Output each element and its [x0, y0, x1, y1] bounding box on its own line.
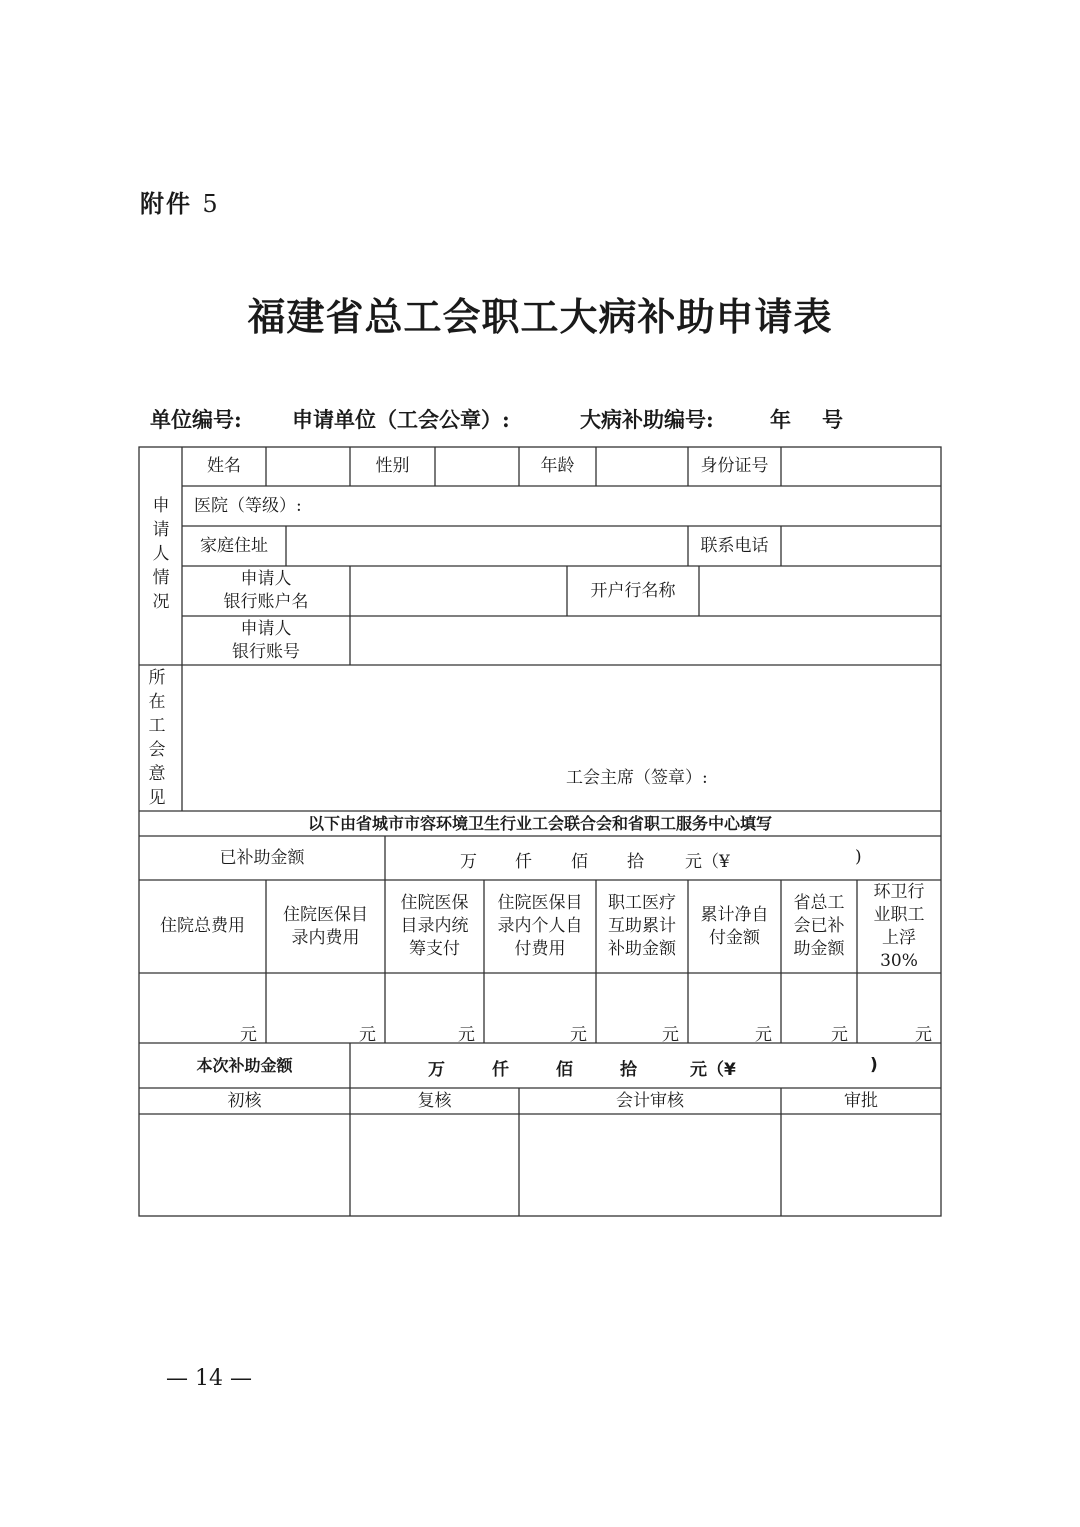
yuan-total-cost: 元 — [240, 1025, 257, 1045]
col-net-self-paid: 累计净自付金额 — [700, 904, 769, 948]
age-field[interactable] — [596, 447, 688, 486]
cur-unit-yuan-yen: 元（¥ — [690, 1060, 736, 1080]
col-total-cost: 住院总费用 — [160, 916, 245, 936]
year-label: 年 — [770, 407, 791, 432]
unit-yuan-yen: 元（¥ — [685, 852, 730, 872]
phone-field[interactable] — [781, 526, 941, 566]
bank-account-no-line1: 申请人 — [240, 618, 292, 639]
review-approval: 审批 — [844, 1090, 878, 1111]
col-mutual-aid: 职工医疗互助累计补助金额 — [608, 893, 676, 959]
col-insured-cost: 住院医保目录内费用 — [283, 904, 368, 948]
office-banner: 以下由省城市市容环境卫生行业工会联合会和省职工服务中心填写 — [307, 814, 772, 833]
unit-shi: 拾 — [627, 852, 644, 872]
review-secondary: 复核 — [417, 1090, 452, 1111]
current-subsidy-label: 本次补助金额 — [196, 1056, 293, 1075]
bank-name-label: 开户行名称 — [590, 580, 676, 601]
current-subsidy-field[interactable] — [350, 1043, 941, 1088]
bank-account-name-line2: 银行账户名 — [223, 592, 309, 612]
bank-account-name-field[interactable] — [350, 566, 567, 616]
cur-unit-wan: 万 — [428, 1060, 445, 1080]
cur-unit-qian: 仟 — [492, 1060, 509, 1080]
unit-wan: 万 — [460, 852, 477, 872]
unit-bai: 佰 — [571, 852, 588, 872]
gender-field[interactable] — [435, 447, 519, 486]
review-accounting: 会计审核 — [616, 1090, 684, 1111]
review-secondary-field[interactable] — [350, 1114, 519, 1216]
age-label: 年龄 — [540, 456, 575, 476]
name-label: 姓名 — [207, 456, 241, 476]
hospital-label[interactable]: 医院（等级）: — [194, 495, 302, 516]
cur-unit-close-paren: ) — [870, 1055, 878, 1075]
phone-label: 联系电话 — [700, 535, 769, 556]
unit-number-label: 单位编号: — [150, 407, 242, 432]
yuan-pooled-payment: 元 — [458, 1025, 475, 1045]
subsidized-amount-field[interactable] — [385, 836, 941, 880]
union-side-label: 所在工会意见 — [148, 668, 166, 808]
review-approval-field[interactable] — [781, 1114, 941, 1216]
id-field[interactable] — [781, 447, 941, 486]
bank-account-name-line1: 申请人 — [240, 569, 292, 589]
address-label: 家庭住址 — [200, 535, 268, 556]
subsidized-label: 已补助金额 — [219, 847, 305, 868]
page-number: — 14 — — [166, 1366, 252, 1391]
id-label: 身份证号 — [700, 456, 769, 476]
bank-account-no-field[interactable] — [350, 616, 941, 665]
applicant-side-label: 申请人情况 — [152, 496, 170, 612]
col-sanitation-bonus: 环卫行业职工上浮30% — [873, 881, 925, 971]
form-title: 福建省总工会职工大病补助申请表 — [247, 294, 833, 339]
chairman-signature-label: 工会主席（签章）: — [566, 768, 708, 788]
col-pooled-payment: 住院医保目录内统筹支付 — [400, 893, 469, 959]
col-self-paid: 住院医保目录内个人自付费用 — [497, 893, 583, 959]
review-initial-field[interactable] — [139, 1114, 350, 1216]
bank-account-no-line2: 银行账号 — [232, 641, 300, 662]
col-federation-subsidy: 省总工会已补助金额 — [793, 893, 845, 959]
review-accounting-field[interactable] — [519, 1114, 781, 1216]
applicant-unit-label: 申请单位（工会公章）: — [292, 407, 510, 432]
address-field[interactable] — [286, 526, 688, 566]
attachment-number: 5 — [202, 190, 220, 218]
unit-close-paren: ) — [855, 847, 862, 867]
gender-label: 性别 — [375, 456, 410, 476]
union-opinion-field[interactable] — [182, 665, 941, 811]
attachment-text: 附件 — [140, 189, 192, 218]
review-initial: 初核 — [227, 1090, 262, 1111]
yuan-sanitation-bonus: 元 — [915, 1025, 932, 1045]
name-field[interactable] — [266, 447, 350, 486]
bank-name-field[interactable] — [699, 566, 941, 616]
yuan-self-paid: 元 — [570, 1025, 587, 1045]
yuan-federation-subsidy: 元 — [831, 1025, 848, 1045]
cur-unit-shi: 拾 — [620, 1060, 637, 1080]
case-number-label: 大病补助编号: — [580, 407, 714, 432]
number-label: 号 — [822, 407, 843, 432]
yuan-net-self-paid: 元 — [755, 1025, 772, 1045]
yuan-mutual-aid: 元 — [662, 1025, 679, 1045]
yuan-insured-cost: 元 — [359, 1025, 376, 1045]
bank-account-no-label — [182, 616, 350, 665]
unit-qian: 仟 — [515, 852, 532, 872]
cur-unit-bai: 佰 — [556, 1060, 573, 1080]
bank-account-name-label — [182, 566, 350, 616]
